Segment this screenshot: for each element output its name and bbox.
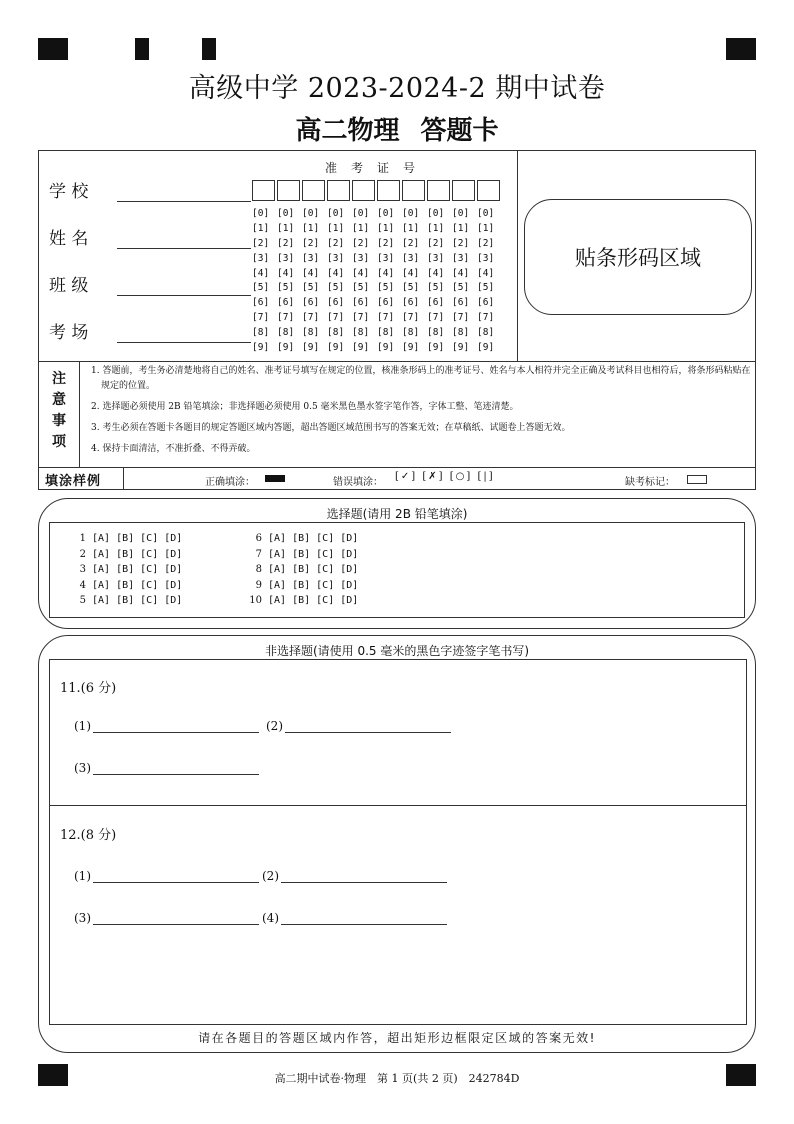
room-field[interactable] xyxy=(49,318,251,343)
registration-mark xyxy=(38,38,68,60)
wrong-fill-examples xyxy=(395,471,495,482)
exam-id-bubble[interactable]: [7] xyxy=(427,312,445,324)
exam-id-bubble[interactable]: [8] xyxy=(277,327,295,339)
exam-id-bubble[interactable]: [7] xyxy=(277,312,295,324)
exam-id-bubble[interactable]: [1] xyxy=(377,222,395,234)
exam-id-bubble[interactable]: [8] xyxy=(352,327,370,339)
correct-fill-label: 正确填涂： xyxy=(205,477,255,488)
exam-id-bubble[interactable]: [8] xyxy=(402,327,420,339)
school-input-line[interactable] xyxy=(117,183,251,202)
exam-id-bubble[interactable]: [1] xyxy=(352,222,370,234)
exam-id-bubble[interactable]: [9] xyxy=(452,342,470,354)
exam-title: 高级中学 2023-2024-2 期中试卷 xyxy=(188,73,606,104)
exam-id-bubble[interactable]: [9] xyxy=(402,342,420,354)
exam-id-bubble[interactable]: [4] xyxy=(402,267,420,279)
exam-id-bubble[interactable]: [1] xyxy=(402,222,420,234)
choice-question-row[interactable] xyxy=(244,564,358,575)
exam-id-bubble[interactable]: [0] xyxy=(302,208,320,219)
room-label: 考 场 xyxy=(49,323,89,343)
question-number: 4 xyxy=(79,579,86,591)
choice-question-row[interactable] xyxy=(68,564,182,575)
question-number: 1 xyxy=(79,533,86,544)
room-input-line[interactable] xyxy=(117,324,251,343)
choice-bubbles[interactable]: [A] [B] [C] [D] xyxy=(268,533,359,544)
q11-blank-3[interactable]: (3) xyxy=(74,760,259,775)
exam-id-bubble[interactable]: [3] xyxy=(302,252,320,264)
check-mark-icon: [✓] xyxy=(395,471,418,482)
exam-id-bubble[interactable]: [7] xyxy=(252,312,270,324)
exam-id-bubble[interactable]: [6] xyxy=(252,297,270,309)
exam-id-title: 准考证号 xyxy=(324,161,429,175)
registration-mark xyxy=(202,38,216,60)
divider xyxy=(517,151,518,361)
q12-blank-4[interactable]: (4) xyxy=(262,910,447,925)
exam-id-bubble[interactable]: [4] xyxy=(377,267,395,279)
choice-bubbles[interactable]: [A] [B] [C] [D] xyxy=(92,533,183,544)
exam-id-bubble[interactable]: [3] xyxy=(452,252,470,264)
divider xyxy=(50,805,746,806)
exam-id-bubble[interactable]: [6] xyxy=(302,297,320,309)
exam-id-bubble[interactable]: [5] xyxy=(452,282,470,294)
choice-question-row[interactable] xyxy=(68,595,182,606)
q12-title: 12.(8 分) xyxy=(60,828,117,843)
nonchoice-section xyxy=(38,635,756,1053)
exam-id-bubble[interactable]: [6] xyxy=(277,297,295,309)
exam-id-digit-row xyxy=(252,311,502,326)
choice-question-row[interactable] xyxy=(244,580,358,591)
exam-id-bubble[interactable]: [7] xyxy=(477,312,495,324)
exam-id-bubble[interactable]: [9] xyxy=(327,342,345,354)
exam-id-bubble[interactable]: [1] xyxy=(277,222,295,234)
question-number: 2 xyxy=(79,548,86,560)
q12-blank-1[interactable]: (1) xyxy=(74,868,259,883)
choice-bubbles[interactable]: [A] [B] [C] [D] xyxy=(92,595,183,606)
exam-id-bubble[interactable]: [5] xyxy=(402,282,420,294)
notice-item: 3. 考生必须在答题卡各题目的规定答题区域内答题，超出答题区域范围书写的答案无效；在草稿纸、试题卷上答题无效。 xyxy=(91,422,571,433)
exam-id-bubble[interactable]: [6] xyxy=(402,297,420,309)
exam-id-digit-box[interactable] xyxy=(477,180,500,201)
exam-id-bubble[interactable]: [8] xyxy=(377,327,395,339)
choice-question-row[interactable] xyxy=(68,549,182,560)
exam-id-bubble[interactable]: [7] xyxy=(302,312,320,324)
exam-id-digit-row xyxy=(252,237,502,252)
circle-mark-icon: [○] xyxy=(449,471,473,482)
exam-id-bubble[interactable]: [3] xyxy=(427,252,445,264)
exam-id-bubble[interactable]: [7] xyxy=(377,312,395,324)
exam-id-digit-box[interactable] xyxy=(452,180,475,201)
school-label: 学 校 xyxy=(49,182,89,202)
exam-id-bubble[interactable]: [9] xyxy=(252,342,270,354)
exam-id-digit-box[interactable] xyxy=(402,180,425,201)
exam-id-bubble[interactable]: [4] xyxy=(427,267,445,279)
exam-id-bubble[interactable]: [0] xyxy=(327,208,345,219)
q12-blank-2[interactable]: (2) xyxy=(262,868,447,883)
exam-id-digit-row xyxy=(252,296,502,311)
correct-fill-example xyxy=(265,475,285,482)
exam-id-bubble[interactable]: [9] xyxy=(352,342,370,354)
exam-id-digit-box[interactable] xyxy=(377,180,400,201)
question-number: 8 xyxy=(255,564,262,575)
exam-id-bubble[interactable]: [5] xyxy=(252,282,270,294)
exam-id-bubble[interactable]: [3] xyxy=(252,252,270,264)
notice-list xyxy=(91,364,751,463)
exam-id-bubble[interactable]: [8] xyxy=(427,327,445,339)
exam-id-bubble[interactable]: [4] xyxy=(277,267,295,279)
barcode-area: 贴条形码区域 xyxy=(524,199,752,315)
q12-blank-3[interactable]: (3) xyxy=(74,910,259,925)
exam-id-bubble[interactable]: [4] xyxy=(302,267,320,279)
cross-mark-icon: [✗] xyxy=(422,471,445,482)
choice-bubbles[interactable]: [A] [B] [C] [D] xyxy=(92,564,183,575)
exam-id-bubble[interactable]: [5] xyxy=(302,282,320,294)
wrong-fill-label: 错误填涂： xyxy=(333,477,383,488)
exam-id-bubble[interactable]: [2] xyxy=(352,237,370,249)
exam-id-bubble[interactable]: [6] xyxy=(452,297,470,309)
exam-id-bubble[interactable]: [4] xyxy=(327,267,345,279)
exam-id-bubble[interactable]: [5] xyxy=(352,282,370,294)
exam-id-bubble[interactable]: [3] xyxy=(327,252,345,264)
exam-id-digit-row xyxy=(252,222,502,237)
notice-item: 4. 保持卡面清洁，不准折叠、不得弄破。 xyxy=(91,443,256,454)
choice-bubbles[interactable]: [A] [B] [C] [D] xyxy=(268,595,359,606)
exam-id-bubble-grid[interactable] xyxy=(252,207,502,356)
exam-id-bubble[interactable]: [7] xyxy=(452,312,470,324)
school-field[interactable] xyxy=(49,177,251,202)
exam-id-digit-box[interactable] xyxy=(277,180,300,201)
nonchoice-section-title: 非选择题(请使用 0.5 毫米的黑色字迹签字笔书写) xyxy=(264,644,530,658)
exam-id-bubble[interactable]: [1] xyxy=(452,222,470,234)
exam-id-bubble[interactable]: [0] xyxy=(452,208,470,219)
exam-id-bubble[interactable]: [6] xyxy=(427,297,445,309)
exam-id-bubble[interactable]: [1] xyxy=(427,222,445,234)
card-label: 答题卡 xyxy=(420,116,499,146)
exam-id-bubble[interactable]: [5] xyxy=(427,282,445,294)
exam-id-bubble[interactable]: [2] xyxy=(477,237,495,249)
exam-id-bubble[interactable]: [4] xyxy=(252,267,270,279)
exam-id-bubble[interactable]: [2] xyxy=(277,237,295,249)
question-number: 3 xyxy=(79,564,86,575)
exam-id-bubble[interactable]: [0] xyxy=(352,208,370,219)
exam-id-bubble[interactable]: [0] xyxy=(277,208,295,219)
exam-id-digit-row xyxy=(252,341,502,356)
exam-id-bubble[interactable]: [1] xyxy=(302,222,320,234)
choice-section xyxy=(38,498,756,629)
exam-id-digit-row xyxy=(252,252,502,267)
choice-bubbles[interactable]: [A] [B] [C] [D] xyxy=(92,548,183,560)
exam-id-bubble[interactable]: [4] xyxy=(352,267,370,279)
exam-id-bubble[interactable]: [2] xyxy=(252,237,270,249)
exam-id-bubble[interactable]: [2] xyxy=(402,237,420,249)
exam-id-bubble[interactable]: [4] xyxy=(477,267,495,279)
exam-id-digit-row xyxy=(252,207,502,222)
exam-id-digit-box[interactable] xyxy=(352,180,375,201)
exam-id-digit-row xyxy=(252,267,502,282)
exam-id-bubble[interactable]: [5] xyxy=(327,282,345,294)
exam-id-digit-row xyxy=(252,281,502,296)
divider xyxy=(39,361,755,362)
exam-id-bubble[interactable]: [0] xyxy=(477,208,495,219)
exam-id-bubble[interactable]: [2] xyxy=(302,237,320,249)
registration-mark xyxy=(135,38,149,60)
q11-blank-2[interactable]: (2) xyxy=(266,718,451,733)
bar-mark-icon: [|] xyxy=(477,471,495,482)
choice-answer-area xyxy=(49,522,745,618)
exam-id-bubble[interactable]: [3] xyxy=(277,252,295,264)
choice-question-row[interactable] xyxy=(244,549,358,560)
exam-id-bubble[interactable]: [9] xyxy=(477,342,495,354)
exam-id-digit-row xyxy=(252,326,502,341)
name-label: 姓 名 xyxy=(49,229,89,249)
exam-id-bubble[interactable]: [6] xyxy=(377,297,395,309)
exam-id-bubble[interactable]: [9] xyxy=(377,342,395,354)
exam-id-bubble[interactable]: [8] xyxy=(477,327,495,339)
exam-id-boxes[interactable] xyxy=(252,180,502,201)
question-number: 9 xyxy=(255,579,262,591)
exam-id-bubble[interactable]: [1] xyxy=(252,222,270,234)
class-input-line[interactable] xyxy=(117,277,251,296)
choice-question-row[interactable] xyxy=(68,580,182,591)
question-number: 5 xyxy=(79,595,86,606)
exam-id-bubble[interactable]: [6] xyxy=(352,297,370,309)
exam-id-bubble[interactable]: [6] xyxy=(477,297,495,309)
choice-question-row[interactable] xyxy=(68,533,182,544)
exam-id-bubble[interactable]: [0] xyxy=(402,208,420,219)
exam-id-bubble[interactable]: [9] xyxy=(277,342,295,354)
exam-id-bubble[interactable]: [2] xyxy=(327,237,345,249)
exam-id-bubble[interactable]: [5] xyxy=(277,282,295,294)
exam-id-bubble[interactable]: [5] xyxy=(477,282,495,294)
divider xyxy=(79,361,80,467)
choice-bubbles[interactable]: [A] [B] [C] [D] xyxy=(268,548,359,560)
choice-bubbles[interactable]: [A] [B] [C] [D] xyxy=(92,579,183,591)
class-field[interactable] xyxy=(49,271,251,296)
exam-id-bubble[interactable]: [0] xyxy=(377,208,395,219)
choice-bubbles[interactable]: [A] [B] [C] [D] xyxy=(268,579,359,591)
nonchoice-answer-area xyxy=(49,659,747,1025)
exam-id-bubble[interactable]: [4] xyxy=(452,267,470,279)
choice-section-title: 选择题(请用 2B 铅笔填涂) xyxy=(326,507,468,521)
subject-title: 高二物理 xyxy=(295,116,400,146)
exam-id-bubble[interactable]: [3] xyxy=(352,252,370,264)
exam-id-bubble[interactable]: [3] xyxy=(377,252,395,264)
absent-mark-label: 缺考标记： xyxy=(625,477,675,488)
exam-id-bubble[interactable]: [2] xyxy=(377,237,395,249)
card-title xyxy=(0,110,794,147)
exam-id-bubble[interactable]: [3] xyxy=(477,252,495,264)
exam-id-bubble[interactable]: [8] xyxy=(452,327,470,339)
class-label: 班 级 xyxy=(49,276,89,296)
q11-title: 11.(6 分) xyxy=(60,681,117,696)
exam-id-bubble[interactable]: [7] xyxy=(327,312,345,324)
exam-id-digit-box[interactable] xyxy=(427,180,450,201)
exam-id-bubble[interactable]: [3] xyxy=(402,252,420,264)
exam-id-digit-box[interactable] xyxy=(327,180,350,201)
fill-sample-row xyxy=(39,467,755,490)
notice-item: 2. 选择题必须使用 2B 铅笔填涂；非选择题必须使用 0.5 毫米黑色墨水签字笔作答，字体工整、笔迹清楚。 xyxy=(91,401,519,412)
question-number: 10 xyxy=(249,595,262,606)
registration-mark xyxy=(726,38,756,60)
fill-sample-label: 填涂样例 xyxy=(45,474,102,489)
exam-id-bubble[interactable]: [8] xyxy=(252,327,270,339)
question-number: 6 xyxy=(255,533,262,544)
exam-id-bubble[interactable]: [8] xyxy=(302,327,320,339)
exam-id-bubble[interactable]: [0] xyxy=(252,208,270,219)
notice-label: 注 意 事 项 xyxy=(52,371,66,450)
answer-area-warning: 请在各题目的答题区域内作答，超出矩形边框限定区域的答案无效! xyxy=(198,1031,596,1045)
choice-bubbles[interactable]: [A] [B] [C] [D] xyxy=(268,564,359,575)
exam-id-bubble[interactable]: [5] xyxy=(377,282,395,294)
question-number: 7 xyxy=(255,548,262,560)
name-input-line[interactable] xyxy=(117,230,251,249)
exam-id-bubble[interactable]: [2] xyxy=(427,237,445,249)
exam-id-bubble[interactable]: [7] xyxy=(352,312,370,324)
exam-id-bubble[interactable]: [6] xyxy=(327,297,345,309)
exam-id-bubble[interactable]: [2] xyxy=(452,237,470,249)
absent-mark-box[interactable] xyxy=(687,475,707,484)
header-info-box xyxy=(38,150,756,490)
exam-id-digit-box[interactable] xyxy=(252,180,275,201)
exam-id-bubble[interactable]: [7] xyxy=(402,312,420,324)
exam-id-digit-box[interactable] xyxy=(302,180,325,201)
page-footer: 高二期中试卷·物理 第 1 页(共 2 页) 242784D xyxy=(274,1072,520,1085)
exam-id-bubble[interactable]: [9] xyxy=(427,342,445,354)
q11-blank-1[interactable]: (1) xyxy=(74,718,259,733)
exam-id-bubble[interactable]: [0] xyxy=(427,208,445,219)
name-field[interactable] xyxy=(49,224,251,249)
notice-item: 1. 答题前，考生务必清楚地将自己的姓名、准考证号填写在规定的位置，核准条形码上的准考证号、姓名与本人相符并完全正确及考试科目也相符后，将条形码粘贴在规定的位置。 xyxy=(91,366,751,391)
exam-id-bubble[interactable]: [1] xyxy=(477,222,495,234)
exam-id-bubble[interactable]: [9] xyxy=(302,342,320,354)
exam-id-bubble[interactable]: [1] xyxy=(327,222,345,234)
exam-id-bubble[interactable]: [8] xyxy=(327,327,345,339)
choice-question-row[interactable] xyxy=(244,533,358,544)
choice-question-row[interactable] xyxy=(244,595,358,606)
